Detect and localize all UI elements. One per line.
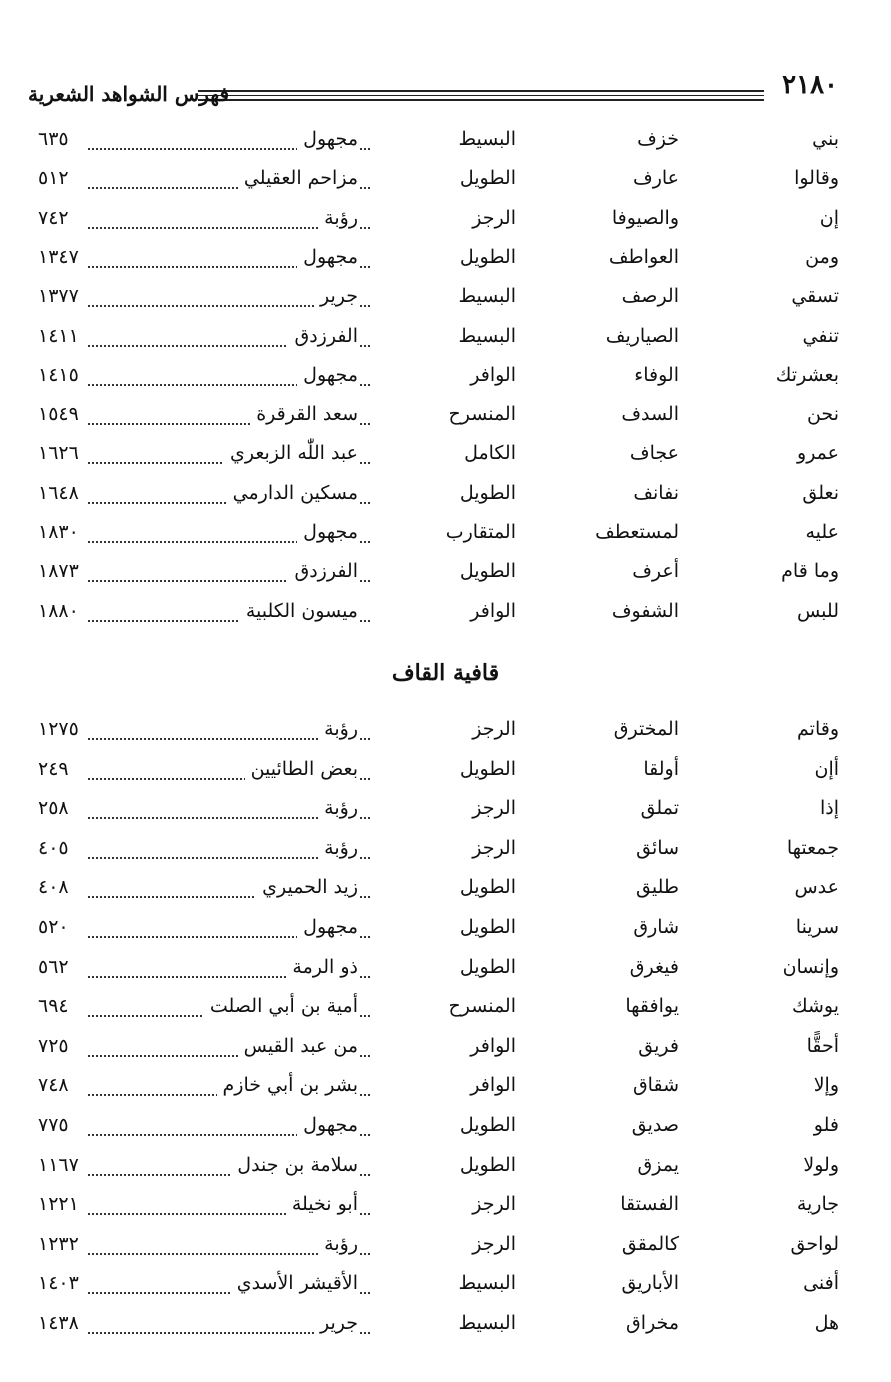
- poet-name: مجهول: [297, 246, 358, 268]
- index-entry-row: [0, 1035, 891, 1065]
- rhyme-word: يوافقها: [625, 995, 679, 1018]
- index-entry-row: [0, 956, 891, 986]
- rhyme-word: الرصف: [621, 285, 679, 308]
- index-entry-row: [0, 207, 891, 237]
- rhyme-word: المخترق: [613, 718, 679, 740]
- verse-opening-word: أفنى: [803, 1272, 839, 1295]
- page-reference: ٥١٢: [38, 167, 86, 189]
- poetic-meter: الطويل: [459, 245, 516, 268]
- poet-name: عبد اللّٰه الزبعري: [224, 442, 358, 464]
- page-reference: ١٨٧٣: [38, 560, 86, 582]
- poet-name: جرير: [314, 285, 358, 307]
- page-reference: ١٣٤٧: [38, 246, 86, 268]
- poetic-meter: الطويل: [459, 560, 516, 583]
- poetic-meter: الرجز: [472, 1193, 516, 1216]
- rhyme-word: عارف: [633, 167, 679, 190]
- page-reference: ٧٢٥: [38, 1035, 86, 1057]
- poetic-meter: الطويل: [459, 167, 516, 190]
- header-rule: [198, 95, 764, 96]
- poetic-meter: الوافر: [470, 363, 516, 386]
- poet-name: الأقيشر الأسدي: [231, 1272, 358, 1294]
- poet-name: زيد الحميري: [256, 876, 358, 898]
- rhyme-word: الشفوف: [611, 599, 679, 622]
- section-title-qaf: قافية القاف: [391, 660, 500, 686]
- verse-opening-word: بعشرتك: [775, 363, 839, 386]
- index-entry-row: [0, 1193, 891, 1223]
- index-entry-row: [0, 560, 891, 590]
- poetic-meter: البسيط: [458, 324, 516, 347]
- running-title: فهرس الشواهد الشعرية: [28, 82, 230, 106]
- verse-opening-word: تسقي: [791, 285, 839, 308]
- poetic-meter: الكامل: [464, 442, 516, 465]
- header-rule: [198, 99, 764, 101]
- verse-opening-word: ولولا: [803, 1153, 839, 1176]
- poet-name: رؤبة: [318, 718, 358, 740]
- poet-name: رؤبة: [318, 797, 358, 819]
- page-reference: ١٢٢١: [38, 1193, 86, 1215]
- poetic-meter: الطويل: [459, 1114, 516, 1136]
- index-entry-row: [0, 1074, 891, 1104]
- page-header: [28, 70, 848, 112]
- rhyme-word: كالمقق: [621, 1232, 679, 1255]
- rhyme-word: طليق: [636, 876, 679, 899]
- rhyme-word: سائق: [636, 836, 679, 859]
- poetic-meter: الطويل: [459, 916, 516, 938]
- verse-opening-word: فلو: [813, 1114, 839, 1136]
- poet-name: سعد القرقرة: [250, 403, 358, 425]
- poetic-meter: الطويل: [459, 955, 516, 978]
- verse-opening-word: إذا: [819, 797, 839, 820]
- verse-opening-word: نحن: [806, 403, 839, 426]
- poetic-meter: الرجز: [472, 797, 516, 820]
- verse-opening-word: وإلا: [813, 1074, 839, 1097]
- index-entry-row: [0, 876, 891, 906]
- index-entry-row: [0, 1233, 891, 1263]
- poet-name: مجهول: [297, 521, 358, 543]
- poetic-meter: الطويل: [459, 481, 516, 504]
- index-entry-row: [0, 1114, 891, 1144]
- poet-name: أمية بن أبي الصلت: [204, 995, 358, 1017]
- index-entry-row: [0, 916, 891, 946]
- poet-name: سلامة بن جندل: [231, 1154, 358, 1176]
- rhyme-word: والصيوفا: [611, 206, 679, 229]
- page-reference: ٤٠٨: [38, 876, 86, 898]
- index-entry-row: [0, 364, 891, 394]
- verse-opening-word: عليه: [805, 521, 839, 543]
- index-entry-row: [0, 837, 891, 867]
- page-reference: ١٣٧٧: [38, 285, 86, 307]
- verse-opening-word: للبس: [796, 599, 839, 622]
- index-entry-row: [0, 167, 891, 197]
- poetic-meter: الرجز: [472, 1232, 516, 1255]
- verse-opening-word: ومن: [805, 245, 839, 268]
- verse-opening-word: أإن: [814, 757, 839, 780]
- verse-opening-word: عدس: [794, 876, 839, 899]
- rhyme-word: السدف: [621, 403, 679, 426]
- page-reference: ١٤١١: [38, 325, 86, 347]
- page-reference: ٧٤٨: [38, 1074, 86, 1096]
- page-reference: ١٨٣٠: [38, 521, 86, 543]
- page-reference: ١١٦٧: [38, 1154, 86, 1176]
- index-entry-row: [0, 758, 891, 788]
- rhyme-word: الأباريق: [621, 1272, 679, 1295]
- verse-opening-word: إن: [819, 206, 839, 229]
- poet-name: ميسون الكلبية: [240, 600, 358, 622]
- rhyme-word: لمستعطف: [595, 521, 679, 543]
- rhyme-word: تملق: [640, 797, 679, 820]
- index-entry-row: [0, 128, 891, 158]
- rhyme-word: الفستقا: [620, 1193, 679, 1216]
- verse-opening-word: هل: [814, 1312, 839, 1334]
- poet-name: جرير: [314, 1312, 358, 1334]
- page-reference: ١٤٠٣: [38, 1272, 86, 1294]
- index-entry-row: [0, 521, 891, 551]
- index-entry-row: [0, 1154, 891, 1184]
- page-reference: ١٦٢٦: [38, 442, 86, 464]
- poetic-meter: البسيط: [458, 285, 516, 308]
- poetic-meter: الطويل: [459, 876, 516, 899]
- poetic-meter: المتقارب: [445, 521, 516, 543]
- poetic-meter: الرجز: [472, 836, 516, 859]
- poetic-meter: الوافر: [470, 599, 516, 622]
- verse-opening-word: جمعتها: [786, 836, 839, 859]
- page-reference: ٦٩٤: [38, 995, 86, 1017]
- index-entry-row: [0, 995, 891, 1025]
- verse-opening-word: سرينا: [795, 916, 839, 938]
- poet-name: مجهول: [297, 916, 358, 938]
- poet-name: مزاحم العقيلي: [238, 167, 358, 189]
- poetic-meter: البسيط: [458, 1312, 516, 1334]
- poetic-meter: الرجز: [472, 718, 516, 740]
- rhyme-word: شارق: [633, 916, 679, 938]
- page-reference: ١٦٤٨: [38, 482, 86, 504]
- verse-opening-word: أحقًّا: [806, 1034, 839, 1057]
- poet-name: أبو نخيلة: [286, 1193, 358, 1215]
- index-entry-row: [0, 482, 891, 512]
- rhyme-word: شقاق: [632, 1074, 679, 1097]
- poetic-meter: الرجز: [472, 206, 516, 229]
- poet-name: رؤبة: [318, 1233, 358, 1255]
- page-reference: ٧٤٢: [38, 207, 86, 229]
- page-reference: ٦٣٥: [38, 128, 86, 150]
- rhyme-word: فيغرق: [629, 955, 679, 978]
- verse-opening-word: تنفي: [802, 324, 839, 347]
- rhyme-word: العواطف: [608, 245, 679, 268]
- verse-opening-word: وقالوا: [794, 167, 839, 190]
- poet-name: من عبد القيس: [238, 1035, 358, 1057]
- poet-name: مجهول: [297, 128, 358, 150]
- header-rule: [198, 90, 764, 92]
- rhyme-word: نفانف: [633, 481, 679, 504]
- poet-name: مجهول: [297, 364, 358, 386]
- verse-opening-word: عمرو: [797, 442, 839, 465]
- index-entry-row: [0, 600, 891, 630]
- page-reference: ٤٠٥: [38, 837, 86, 859]
- page-reference: ١٥٤٩: [38, 403, 86, 425]
- page-reference: ٥٦٢: [38, 956, 86, 978]
- poet-name: مجهول: [297, 1114, 358, 1136]
- poetic-meter: الوافر: [470, 1074, 516, 1097]
- verse-opening-word: وإنسان: [782, 955, 839, 978]
- index-entry-row: [0, 442, 891, 472]
- verse-opening-word: وقاتم: [797, 718, 839, 740]
- poet-name: رؤبة: [318, 837, 358, 859]
- verse-opening-word: وما قام: [781, 560, 839, 583]
- rhyme-word: فريق: [638, 1034, 679, 1057]
- poetic-meter: الطويل: [459, 1153, 516, 1176]
- verse-opening-word: جارية: [796, 1193, 839, 1216]
- poet-name: مسكين الدارمي: [227, 482, 358, 504]
- poet-name: الفرزدق: [288, 560, 358, 582]
- poetic-meter: الوافر: [470, 1034, 516, 1057]
- page-reference: ١٢٣٢: [38, 1233, 86, 1255]
- rhyme-word: الصياريف: [605, 324, 679, 347]
- index-entry-row: [0, 1272, 891, 1302]
- poet-name: ذو الرمة: [286, 956, 358, 978]
- index-entry-row: [0, 797, 891, 827]
- rhyme-word: يمزق: [637, 1153, 679, 1176]
- rhyme-word: أولقا: [643, 757, 679, 780]
- index-entry-row: [0, 325, 891, 355]
- poet-name: الفرزدق: [288, 325, 358, 347]
- page-reference: ١٨٨٠: [38, 600, 86, 622]
- index-entry-row: [0, 246, 891, 276]
- poetic-meter: المنسرح: [448, 403, 516, 426]
- rhyme-word: أعرف: [632, 560, 679, 583]
- rhyme-word: مخراق: [626, 1312, 679, 1334]
- index-entry-row: [0, 718, 891, 748]
- index-entry-row: [0, 403, 891, 433]
- rhyme-word: صديق: [631, 1114, 679, 1136]
- page-reference: ١٤١٥: [38, 364, 86, 386]
- index-entry-row: [0, 1312, 891, 1342]
- page-number: ٢١٨٠: [782, 70, 838, 100]
- page-reference: ٢٥٨: [38, 797, 86, 819]
- index-entry-row: [0, 285, 891, 315]
- verse-opening-word: لواحق: [790, 1232, 839, 1255]
- page-reference: ٧٧٥: [38, 1114, 86, 1136]
- page-reference: ٥٢٠: [38, 916, 86, 938]
- rhyme-word: عجاف: [629, 442, 679, 465]
- rhyme-word: الوفاء: [634, 363, 679, 386]
- poetic-meter: المنسرح: [448, 995, 516, 1018]
- rhyme-word: خزف: [637, 128, 679, 150]
- poetic-meter: البسيط: [458, 128, 516, 150]
- poet-name: بشر بن أبي خازم: [217, 1074, 358, 1096]
- poet-name: رؤبة: [318, 207, 358, 229]
- poetic-meter: الطويل: [459, 757, 516, 780]
- verse-opening-word: نعلق: [802, 481, 839, 504]
- verse-opening-word: يوشك: [791, 995, 839, 1018]
- verse-opening-word: بني: [812, 128, 839, 150]
- page-reference: ٢٤٩: [38, 758, 86, 780]
- page-reference: ١٢٧٥: [38, 718, 86, 740]
- page-reference: ١٤٣٨: [38, 1312, 86, 1334]
- poet-name: بعض الطائيين: [245, 758, 358, 780]
- poetic-meter: البسيط: [458, 1272, 516, 1295]
